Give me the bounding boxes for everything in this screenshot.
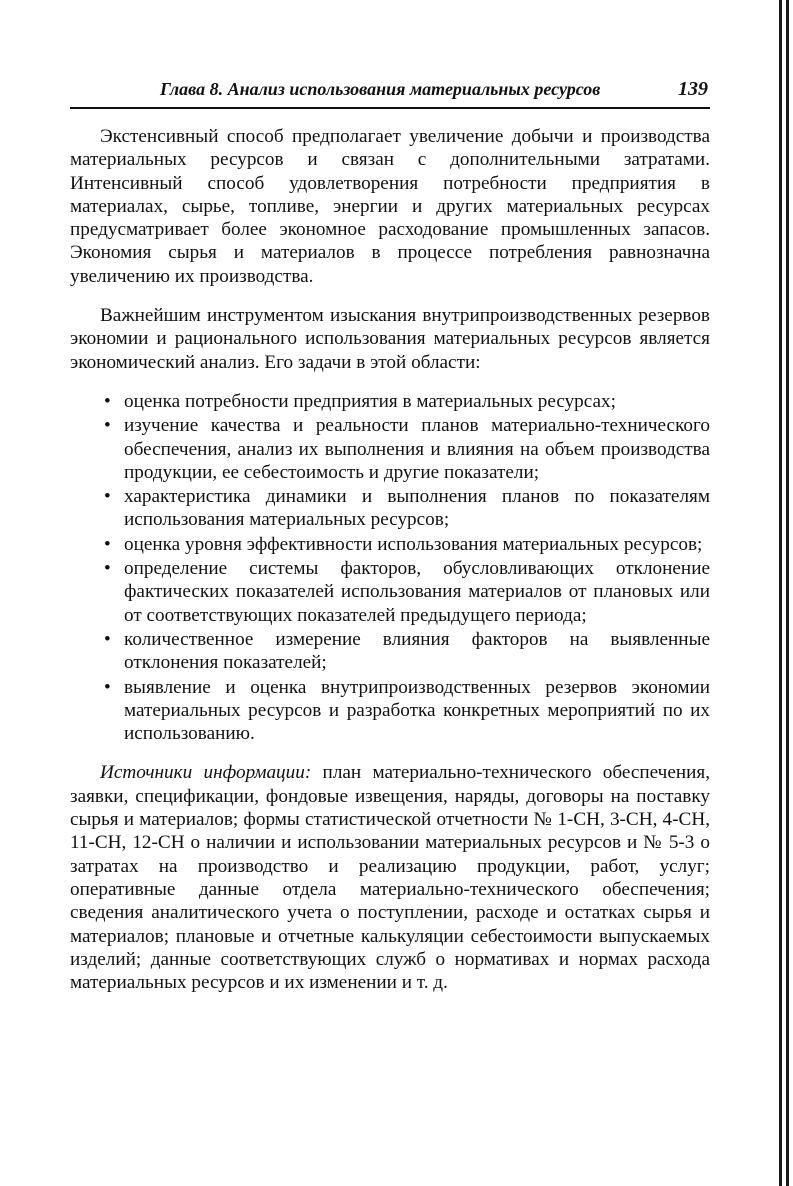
list-item: [70, 676, 710, 746]
list-item: [70, 414, 710, 484]
list-item: [70, 628, 710, 675]
analysis-tasks-list: [70, 390, 710, 745]
page-number: 139: [678, 78, 708, 100]
list-item: [70, 557, 710, 627]
bullet-icon: •: [104, 558, 111, 580]
chapter-title: Глава 8. Анализ использования материальных ресурсов: [160, 79, 601, 99]
scan-edge-line: [779, 0, 782, 1186]
sources-label: Источники информации:: [100, 762, 312, 784]
paragraph-extensive-method: Экстенсивный способ предполагает увеличение добычи и производства материальных ресурсов и связан с дополнительными затратами. Интенсивный способ удовлетворения потребности предприятия в материалах, сырье, топливе, энергии и других материальных ресурсах предусматривает более экономное расходование промышленных запасов. Экономия сырья и материалов в процессе потребления равнозначна увеличению их производства.: [70, 126, 710, 287]
page-body: [70, 125, 710, 994]
running-header: [70, 78, 710, 109]
bullet-icon: •: [104, 676, 111, 698]
list-item-text: изучение качества и реальности планов материально-технического обеспечения, анализ их выполнения и влияния на объем производства продукции, ее себестоимость и другие показатели;: [124, 415, 710, 483]
bullet-icon: •: [104, 390, 111, 412]
list-item: [70, 390, 710, 413]
list-item: [70, 485, 710, 532]
list-item: [70, 533, 710, 556]
bullet-icon: •: [104, 486, 111, 508]
list-item-text: определение системы факторов, обусловливающих отклонение фактических показателей использования материалов от плановых или от соответствующих показателей предыдущего периода;: [124, 558, 710, 626]
bullet-icon: •: [104, 628, 111, 650]
bullet-icon: •: [104, 415, 111, 437]
sources-text: план материально-технического обеспечения, заявки, спецификации, фондовые извещения, наряды, договоры на поставку сырья и материалов; формы статистической отчетности № 1-СН, 3-СН, 4-СН, 11-СН, 12-СН о наличии и использовании материальных ресурсов и № 5-3 о затратах на производство и реализацию продукции, работ, услуг; оперативные данные отдела материально-технического обеспечения; сведения аналитического учета о поступлении, расходе и остатках сырья и материалов; плановые и отчетные калькуляции себестоимости выпускаемых изделий; данные соответствующих служб о нормативах и нормах расхода материальных ресурсов и их изменении и т. д.: [70, 762, 710, 994]
scan-edge-line: [786, 0, 789, 1186]
list-item-text: количественное измерение влияния факторов на выявленные отклонения показателей;: [124, 628, 710, 674]
list-item-text: характеристика динамики и выполнения планов по показателям использования материальных ресурсов;: [124, 486, 710, 531]
bullet-icon: •: [104, 533, 111, 555]
paragraph-information-sources: [70, 761, 710, 994]
list-item-text: оценка уровня эффективности использования материальных ресурсов;: [124, 533, 703, 555]
list-item-text: оценка потребности предприятия в материальных ресурсах;: [124, 390, 616, 412]
scan-edge: [775, 0, 793, 1186]
list-item-text: выявление и оценка внутрипроизводственных резервов экономии материальных ресурсов и разработка конкретных мероприятий по их использованию.: [124, 676, 710, 745]
book-page: [70, 78, 710, 1010]
paragraph-analysis-tasks-intro: Важнейшим инструментом изыскания внутрипроизводственных резервов экономии и рационального использования материальных ресурсов является экономический анализ. Его задачи в этой области:: [70, 305, 710, 373]
